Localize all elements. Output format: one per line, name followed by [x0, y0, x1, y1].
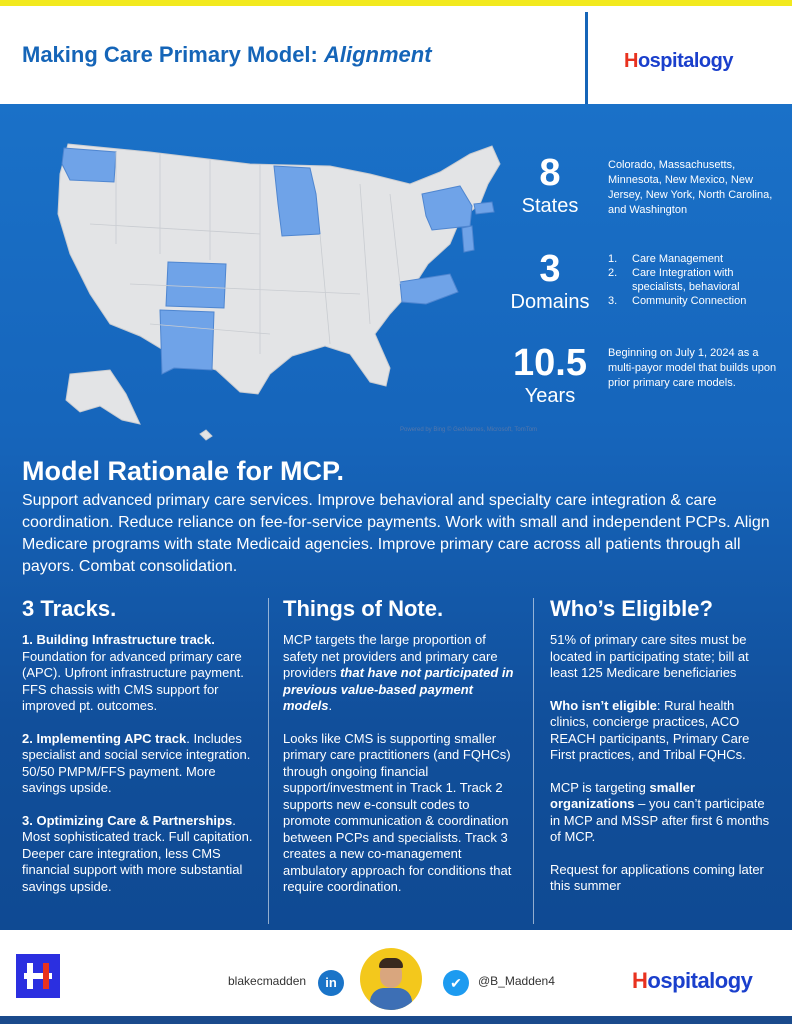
alaska	[66, 370, 140, 424]
list-item: 1. Care Management	[608, 253, 724, 265]
header-divider	[585, 12, 588, 104]
tracks-title: 3 Tracks.	[22, 596, 117, 621]
track-item: 3. Optimizing Care & Partnerships. Most sophisticated track. Full capitation. Deeper care integration, less CMS financial support with more substantial savings upside.	[22, 812, 253, 894]
eligible-column	[550, 594, 775, 911]
stat-years-number: 10.5	[513, 342, 587, 384]
eligible-title: Who’s Eligible?	[550, 596, 713, 621]
stat-years-label: Years	[524, 385, 576, 407]
stat-domains-number: 3	[539, 248, 561, 290]
note-paragraph: MCP targets the large proportion of safety net providers and primary care providers that have not participated in previous value-based payment models.	[283, 632, 514, 713]
state-new-york	[422, 186, 472, 230]
column-divider	[533, 598, 534, 924]
linkedin-handle[interactable]: blakecmadden	[228, 974, 307, 988]
eligible-paragraph: Who isn’t eligible: Rural health clinics, concierge practices, ACO REACH participants, Primary Care First practices, and Tribal FQHCs.	[550, 697, 750, 762]
hawaii	[200, 430, 212, 440]
hospitalogy-logo: Hospitalogy	[624, 50, 733, 72]
domain-list	[608, 252, 778, 308]
stat-states-number: 8	[539, 152, 561, 194]
map-credit: Powered by Bing © GeoNames, Microsoft, TomTom	[400, 427, 538, 433]
stat-states	[500, 152, 600, 218]
column-divider	[268, 598, 269, 924]
state-massachusetts	[474, 202, 494, 214]
rationale-title: Model Rationale for MCP.	[22, 456, 345, 486]
linkedin-icon[interactable]: in	[318, 970, 344, 996]
list-item: 2. Care Integration with specialists, behavioral	[608, 267, 740, 293]
us-map	[30, 124, 530, 454]
state-colorado	[166, 262, 226, 308]
eligible-paragraph: 51% of primary care sites must be located in participating state; bill at least 125 Medicare beneficiaries	[550, 632, 749, 680]
hospitalogy-logo-footer: Hospitalogy	[632, 968, 753, 993]
tracks-column	[22, 594, 258, 911]
notes-column	[283, 594, 519, 912]
stat-domains-label: Domains	[510, 291, 590, 313]
notes-title: Things of Note.	[283, 596, 444, 621]
track-item: 1. Building Infrastructure track. Foundation for advanced primary care (APC). Upfront infrastructure payment. FFS chassis with CMS support for improved pt. outcomes.	[22, 632, 244, 713]
note-paragraph: Looks like CMS is supporting smaller primary care practitioners (and FQHCs) through ongoing financial support/investment in Track 1. Track 2 supports new e-consult codes to promote communication & coordination between PCPs and specialists. Track 3 creates a new co-management ambulatory approach for conditions that require coordination.	[283, 730, 512, 894]
stat-states-label: States	[521, 195, 579, 217]
footer	[0, 930, 792, 1024]
twitter-handle[interactable]: @B_Madden4	[478, 974, 555, 988]
list-item: 3. Community Connection	[608, 295, 747, 307]
bottom-bar	[0, 1016, 792, 1024]
stat-states-description: Colorado, Massachusetts, Minnesota, New Mexico, New Jersey, New York, North Carolina, and Washington	[608, 159, 773, 216]
track-item: 2. Implementing APC track. Includes specialist and social service integration. 50/50 PMPM/FFS payment. More savings upside.	[22, 730, 251, 795]
header	[0, 6, 792, 104]
state-washington	[62, 148, 116, 182]
stat-years	[500, 342, 600, 408]
state-new-jersey	[462, 226, 474, 252]
rationale-text: Support advanced primary care services. Improve behavioral and specialty care integration & care coordination. Reduce reliance on fee-for-service payments. Work with small and independent PCPs. Align Medicare programs with state Medicaid agencies. Improve primary care across all patients through all payors. Combat consolidation.	[22, 492, 770, 575]
stat-domains	[500, 248, 600, 314]
eligible-paragraph: Request for applications coming later this summer	[550, 861, 764, 893]
stat-years-description: Beginning on July 1, 2024 as a multi-payor model that builds upon prior primary care models.	[608, 347, 777, 389]
hospitalogy-icon	[16, 954, 60, 998]
page-title: Making Care Primary Model: Alignment	[22, 42, 432, 67]
logo-mark: H	[624, 50, 638, 72]
twitter-icon[interactable]: ✔	[443, 970, 469, 996]
main-panel	[0, 104, 792, 930]
state-new-mexico	[160, 310, 214, 374]
eligible-paragraph: MCP is targeting smaller organizations – you can’t participate in MCP and MSSP after first 6 months of MCP.	[550, 779, 770, 844]
avatar	[360, 948, 422, 1010]
